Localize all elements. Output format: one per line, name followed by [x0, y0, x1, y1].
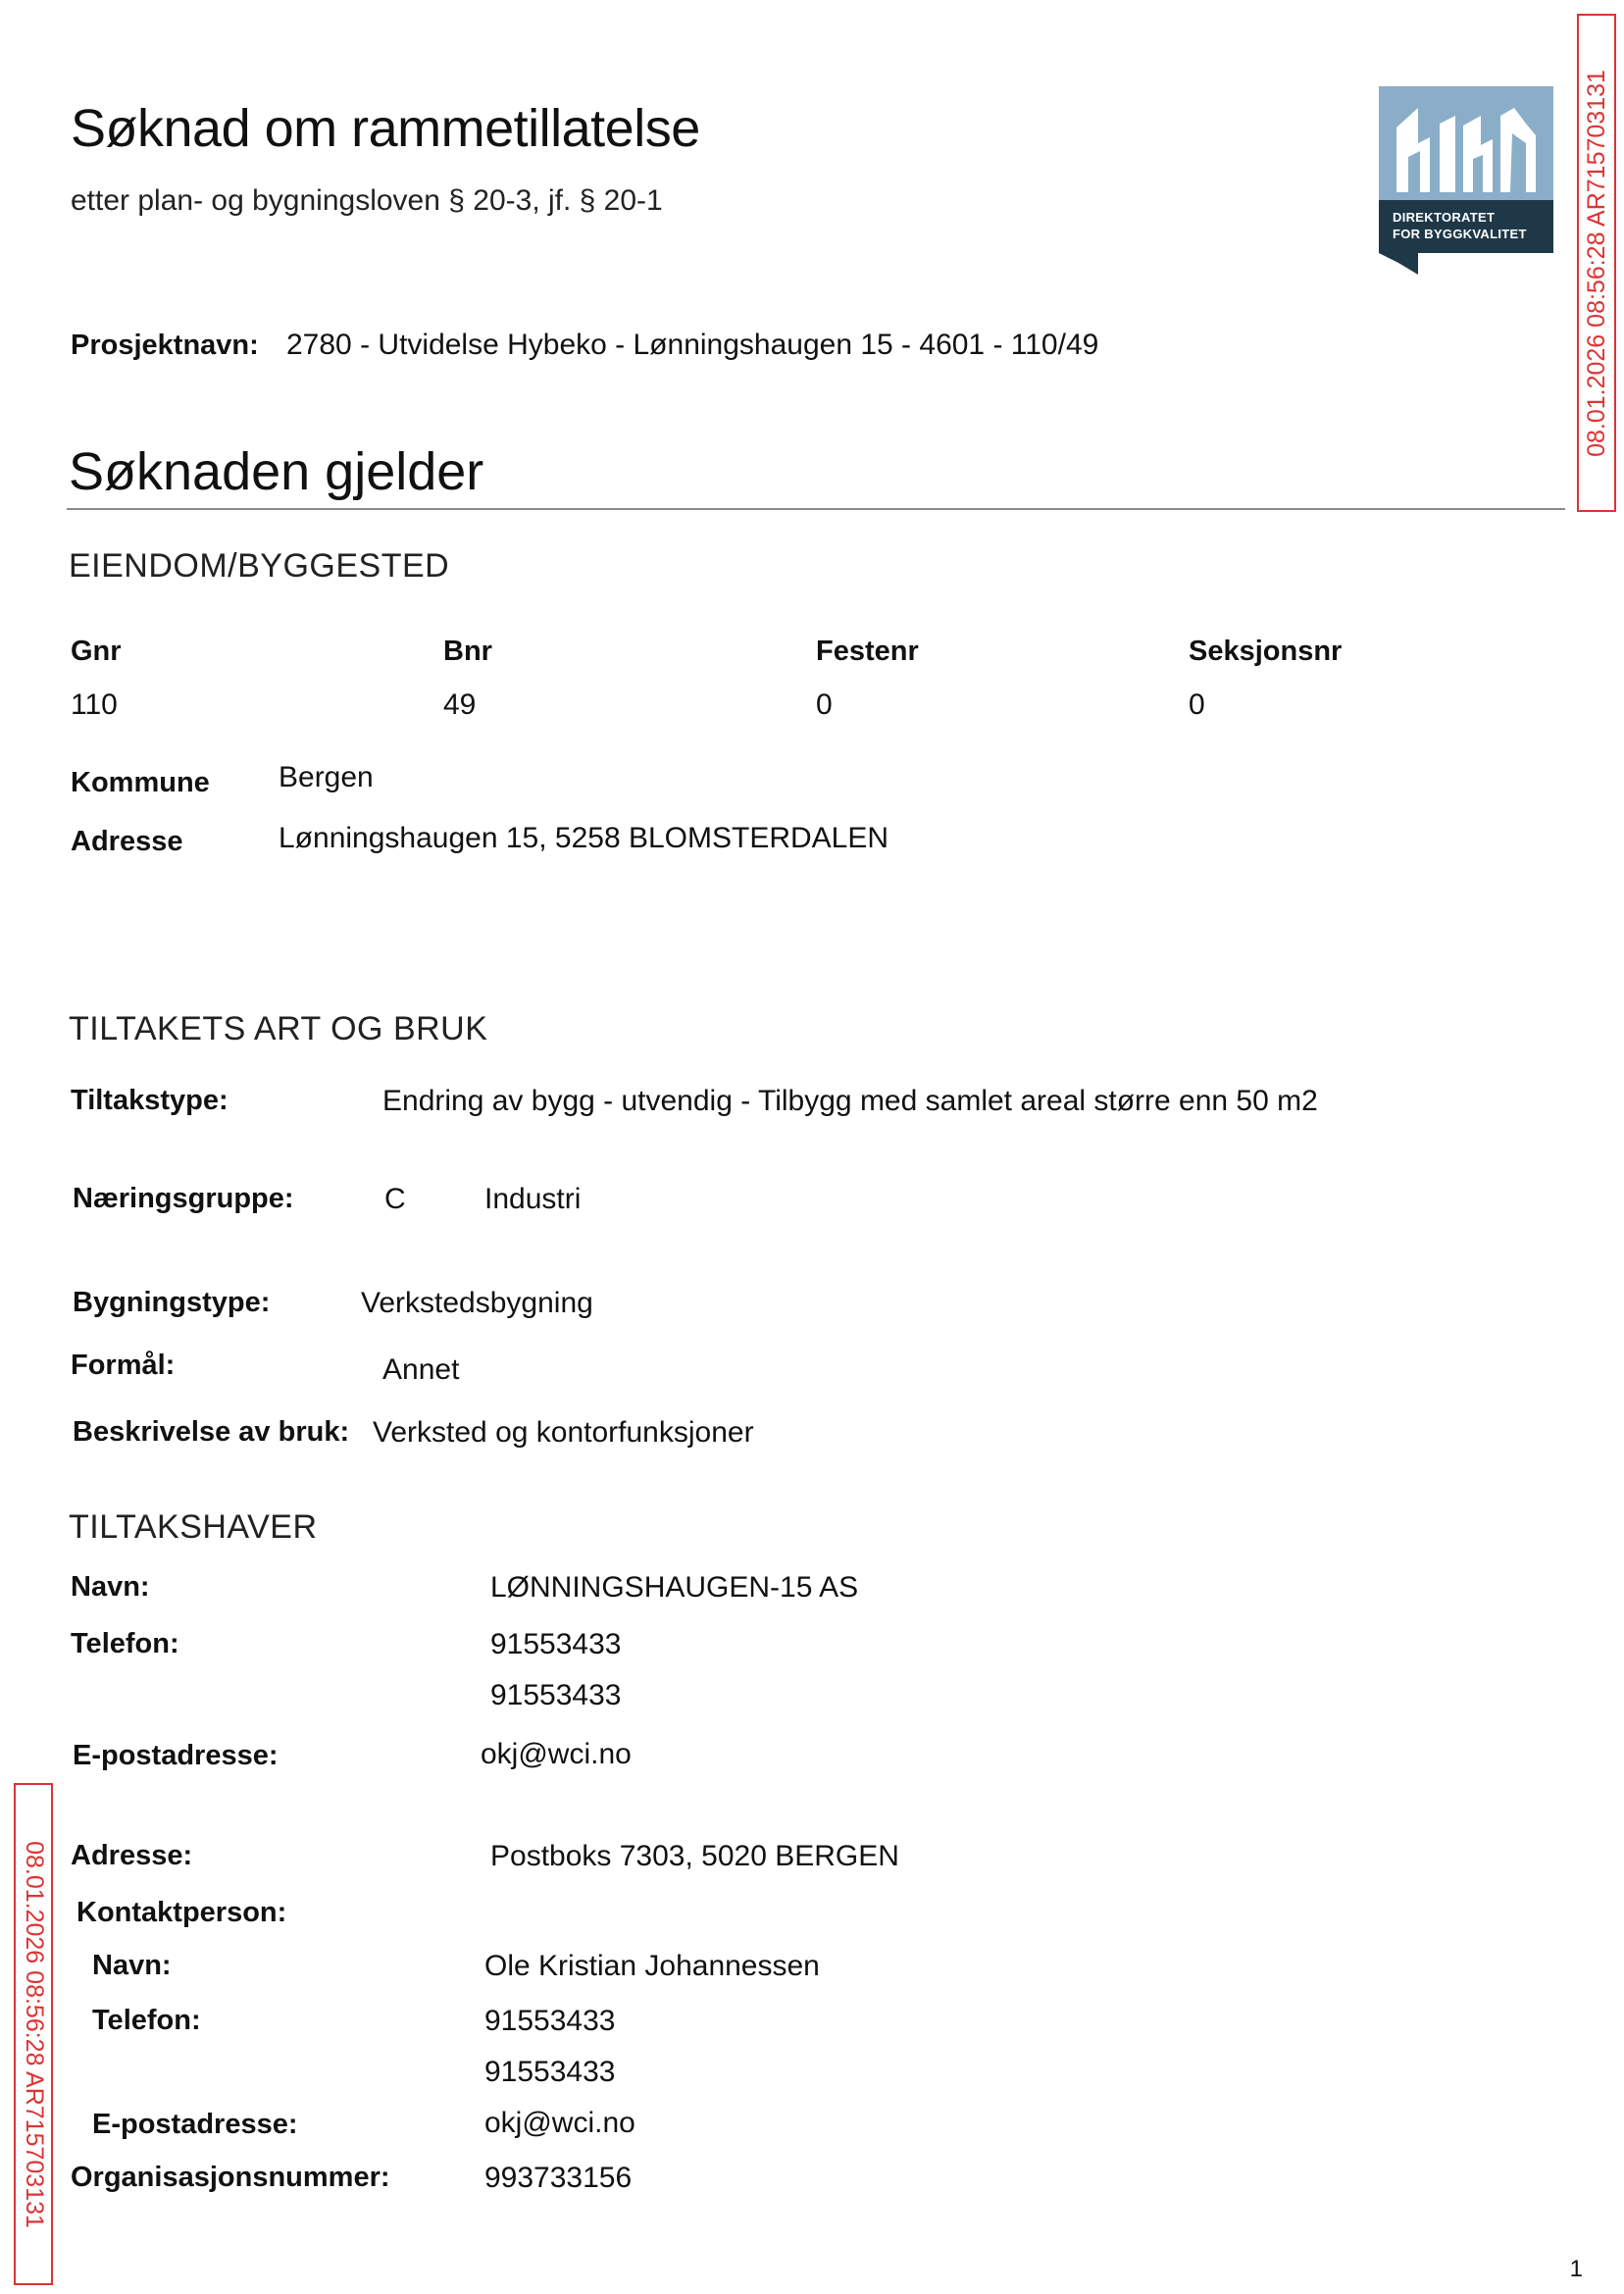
heading-tiltak: TILTAKETS ART OG BRUK — [69, 1010, 488, 1047]
formaal-label: Formål: — [71, 1350, 176, 1381]
tiltakshaver-telefon-value-1: 91553433 — [490, 1628, 622, 1660]
tiltakstype-label: Tiltakstype: — [71, 1085, 228, 1116]
festenr-value: 0 — [816, 688, 833, 721]
dibk-logo-graphic — [1379, 86, 1553, 275]
naeringsgruppe-code: C — [384, 1183, 406, 1215]
document-title: Søknad om rammetillatelse — [71, 99, 700, 158]
tiltakshaver-epost-value: okj@wci.no — [481, 1738, 632, 1770]
bruk-label: Beskrivelse av bruk: — [73, 1416, 350, 1448]
project-value: 2780 - Utvidelse Hybeko - Lønningshaugen 15 - 4601 - 110/49 — [286, 329, 1099, 361]
heading-tiltakshaver: TILTAKSHAVER — [69, 1508, 318, 1546]
gnr-value: 110 — [71, 688, 118, 721]
kontakt-epost-value: okj@wci.no — [484, 2107, 635, 2139]
festenr-label: Festenr — [816, 636, 919, 667]
dibk-logo — [1379, 86, 1553, 275]
orgnr-value: 993733156 — [484, 2162, 633, 2194]
adresse-value: Lønningshaugen 15, 5258 BLOMSTERDALEN — [279, 822, 889, 854]
date-stamp-left: 08.01.2026 08:56:28 AR715703131 — [14, 1783, 53, 2285]
bnr-value: 49 — [443, 688, 477, 721]
project-label: Prosjektnavn: — [71, 330, 259, 361]
document-subtitle: etter plan- og bygningsloven § 20-3, jf. § 20-1 — [71, 184, 663, 217]
date-stamp-right: 08.01.2026 08:56:28 AR715703131 — [1577, 14, 1616, 512]
naeringsgruppe-label: Næringsgruppe: — [73, 1183, 294, 1214]
orgnr-label: Organisasjonsnummer: — [71, 2162, 390, 2193]
tiltakshaver-navn-label: Navn: — [71, 1571, 150, 1603]
section-title-soknaden: Søknaden gjelder — [69, 442, 484, 501]
bygningstype-value: Verkstedsbygning — [361, 1287, 593, 1319]
kontakt-telefon-value-2: 91553433 — [484, 2056, 616, 2088]
kontakt-navn-value: Ole Kristian Johannessen — [484, 1950, 820, 1982]
tiltakshaver-adresse-label: Adresse: — [71, 1840, 193, 1871]
adresse-label: Adresse — [71, 826, 183, 857]
bygningstype-label: Bygningstype: — [73, 1287, 271, 1318]
logo-text-line2: FOR BYGGKVALITET — [1393, 227, 1527, 241]
kontakt-telefon-label: Telefon: — [92, 2005, 201, 2036]
tiltakshaver-navn-value: LØNNINGSHAUGEN-15 AS — [490, 1571, 859, 1604]
heading-eiendom: EIENDOM/BYGGESTED — [69, 547, 450, 585]
kontakt-epost-label: E-postadresse: — [92, 2109, 298, 2140]
bruk-value: Verksted og kontorfunksjoner — [373, 1416, 754, 1449]
logo-text-line1: DIREKTORATET — [1393, 210, 1496, 225]
tiltakshaver-telefon-label: Telefon: — [71, 1628, 179, 1659]
tiltakshaver-telefon-value-2: 91553433 — [490, 1679, 622, 1711]
section-divider — [67, 508, 1565, 510]
kontakt-telefon-value-1: 91553433 — [484, 2005, 616, 2037]
tiltakshaver-epost-label: E-postadresse: — [73, 1740, 279, 1771]
bnr-label: Bnr — [443, 636, 492, 667]
seksjonsnr-value: 0 — [1189, 688, 1205, 721]
naeringsgruppe-value: Industri — [484, 1183, 582, 1215]
gnr-label: Gnr — [71, 636, 122, 667]
kontakt-navn-label: Navn: — [92, 1950, 172, 1981]
kontaktperson-label: Kontaktperson: — [76, 1897, 287, 1928]
kommune-value: Bergen — [279, 761, 374, 793]
tiltakshaver-adresse-value: Postboks 7303, 5020 BERGEN — [490, 1840, 899, 1872]
tiltakstype-value: Endring av bygg - utvendig - Tilbygg med samlet areal større enn 50 m2 — [382, 1085, 1318, 1117]
seksjonsnr-label: Seksjonsnr — [1189, 636, 1343, 667]
kommune-label: Kommune — [71, 767, 210, 798]
page-number: 1 — [1569, 2256, 1583, 2282]
formaal-value: Annet — [382, 1353, 460, 1386]
